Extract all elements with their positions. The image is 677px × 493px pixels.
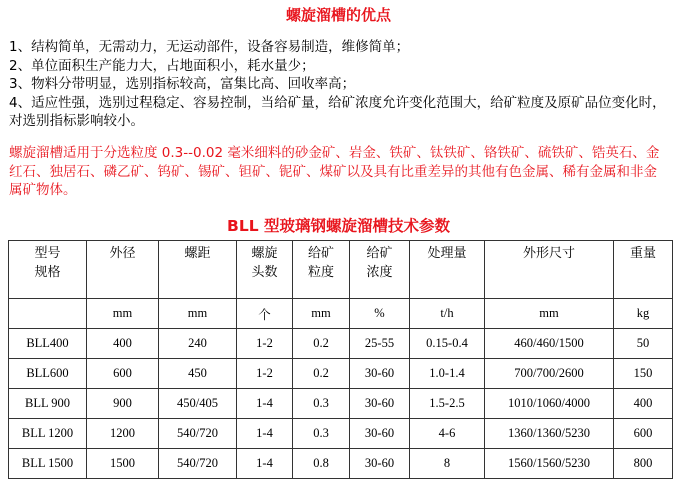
table-cell: BLL400 bbox=[9, 329, 87, 359]
table-row bbox=[9, 329, 673, 359]
table-cell: 540/720 bbox=[159, 449, 237, 479]
header-weight: 重量 bbox=[614, 241, 673, 299]
table-cell: 0.15-0.4 bbox=[410, 329, 485, 359]
spec-table bbox=[8, 240, 673, 479]
unit-cell: 个 bbox=[237, 299, 293, 329]
table-cell: 1560/1560/5230 bbox=[485, 449, 614, 479]
table-cell: 800 bbox=[614, 449, 673, 479]
advantages-list bbox=[9, 38, 669, 131]
table-cell: 700/700/2600 bbox=[485, 359, 614, 389]
table-cell: 25-55 bbox=[350, 329, 410, 359]
table-cell: 400 bbox=[87, 329, 159, 359]
unit-cell: mm bbox=[485, 299, 614, 329]
table-cell: 50 bbox=[614, 329, 673, 359]
advantage-item: 4、适应性强，选别过程稳定、容易控制，当给矿量，给矿浓度允许变化范围大，给矿粒度及原矿品位变化时，对选别指标影响较小。 bbox=[9, 94, 666, 129]
table-cell: 1200 bbox=[87, 419, 159, 449]
unit-cell: mm bbox=[87, 299, 159, 329]
table-cell: 1-4 bbox=[237, 389, 293, 419]
table-header-row bbox=[9, 241, 673, 299]
table-cell: 1.0-1.4 bbox=[410, 359, 485, 389]
table-cell: 600 bbox=[614, 419, 673, 449]
table-cell: 900 bbox=[87, 389, 159, 419]
header-dimensions: 外形尺寸 bbox=[485, 241, 614, 299]
table-cell: 1-2 bbox=[237, 359, 293, 389]
table-cell: 0.2 bbox=[293, 329, 350, 359]
table-cell: 540/720 bbox=[159, 419, 237, 449]
table-cell: 600 bbox=[87, 359, 159, 389]
header-outer-diameter: 外径 bbox=[87, 241, 159, 299]
table-cell: 30-60 bbox=[350, 359, 410, 389]
table-cell: 0.8 bbox=[293, 449, 350, 479]
table-cell: 400 bbox=[614, 389, 673, 419]
table-cell: BLL 1500 bbox=[9, 449, 87, 479]
table-row bbox=[9, 359, 673, 389]
unit-cell: t/h bbox=[410, 299, 485, 329]
section-title-advantages: 螺旋溜槽的优点 bbox=[285, 6, 391, 24]
table-row bbox=[9, 449, 673, 479]
table-cell: 8 bbox=[410, 449, 485, 479]
unit-cell: kg bbox=[614, 299, 673, 329]
table-cell: 1.5-2.5 bbox=[410, 389, 485, 419]
header-spiral-heads: 螺旋 头数 bbox=[237, 241, 293, 299]
table-cell: 1500 bbox=[87, 449, 159, 479]
table-cell: 1360/1360/5230 bbox=[485, 419, 614, 449]
table-cell: 450/405 bbox=[159, 389, 237, 419]
table-cell: 0.2 bbox=[293, 359, 350, 389]
advantage-item: 1、结构简单，无需动力，无运动部件，设备容易制造，维修简单； bbox=[9, 39, 410, 55]
table-cell: 1-4 bbox=[237, 449, 293, 479]
header-feed-density: 给矿 浓度 bbox=[350, 241, 410, 299]
advantage-item: 3、物料分带明显，选别指标较高，富集比高、回收率高； bbox=[9, 76, 356, 92]
table-cell: 1-4 bbox=[237, 419, 293, 449]
table-cell: 30-60 bbox=[350, 389, 410, 419]
unit-cell: mm bbox=[293, 299, 350, 329]
table-cell: 0.3 bbox=[293, 389, 350, 419]
table-row bbox=[9, 419, 673, 449]
section-title-specs: BLL 型玻璃钢螺旋溜槽技术参数 bbox=[227, 217, 450, 235]
table-cell: 150 bbox=[614, 359, 673, 389]
application-paragraph: 螺旋溜槽适用于分选粒度 0.3--0.02 毫米细料的砂金矿、岩金、铁矿、钛铁矿、铬铁矿、硫铁矿、锆英石、金红石、独居石、磷乙矿、钨矿、锡矿、钽矿、铌矿、煤矿以及具有比重差异的其他有色金属、稀有金属和非金属矿物体。 bbox=[9, 145, 660, 198]
table-cell: 460/460/1500 bbox=[485, 329, 614, 359]
table-cell: BLL 1200 bbox=[9, 419, 87, 449]
table-units-row bbox=[9, 299, 673, 329]
unit-cell: % bbox=[350, 299, 410, 329]
table-cell: 1010/1060/4000 bbox=[485, 389, 614, 419]
table-row bbox=[9, 389, 673, 419]
header-feed-size: 给矿 粒度 bbox=[293, 241, 350, 299]
table-cell: 1-2 bbox=[237, 329, 293, 359]
unit-cell bbox=[9, 299, 87, 329]
header-pitch: 螺距 bbox=[159, 241, 237, 299]
header-model: 型号 规格 bbox=[9, 241, 87, 299]
advantage-item: 2、单位面积生产能力大，占地面积小，耗水量少； bbox=[9, 57, 315, 74]
unit-cell: mm bbox=[159, 299, 237, 329]
header-capacity: 处理量 bbox=[410, 241, 485, 299]
table-cell: 4-6 bbox=[410, 419, 485, 449]
table-cell: 30-60 bbox=[350, 449, 410, 479]
table-cell: 240 bbox=[159, 329, 237, 359]
table-cell: 0.3 bbox=[293, 419, 350, 449]
table-cell: 30-60 bbox=[350, 419, 410, 449]
table-cell: 450 bbox=[159, 359, 237, 389]
table-cell: BLL600 bbox=[9, 359, 87, 389]
table-cell: BLL 900 bbox=[9, 389, 87, 419]
